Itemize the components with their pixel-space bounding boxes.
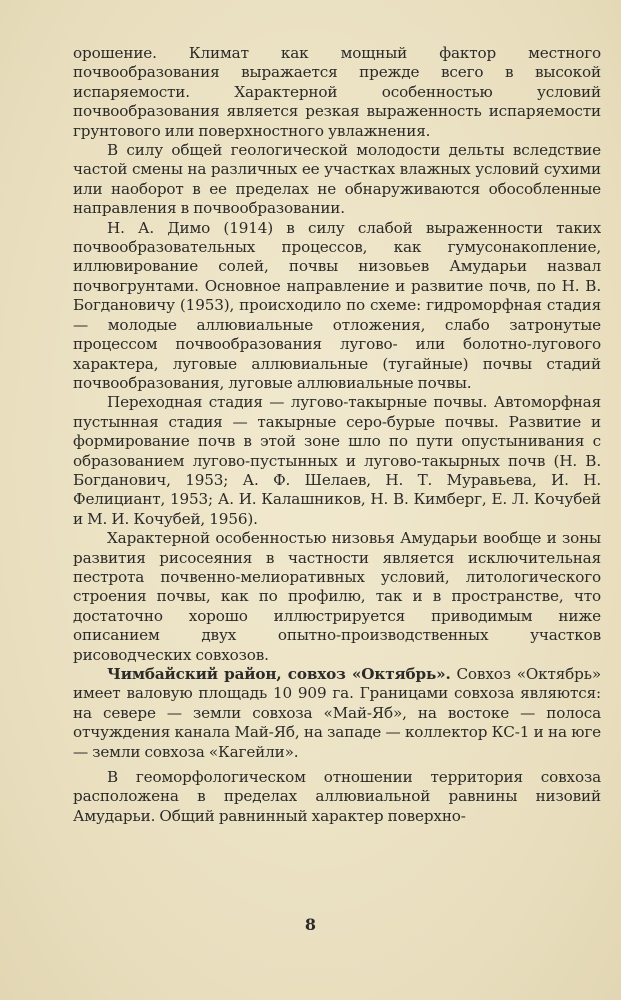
section-heading: Чимбайский район, совхоз «Октябрь».	[107, 665, 451, 683]
section-paragraph	[73, 665, 601, 762]
paragraph-1: орошение. Климат как мощный фактор местного почвообразования выражается прежде всего в высокой испаряемости. Характерной особенностью условий почвообразования является резкая выраженность испаряемости грунтового или поверхностного увлажнения.	[73, 44, 601, 140]
body-text	[73, 44, 601, 826]
page-number: 8	[304, 915, 317, 934]
paragraph-4: Переходная стадия — лугово-такырные почвы. Автоморфная пустынная стадия — такырные серо-бурые почвы. Развитие и формирование почв в этой зоне шло по пути опустынивания с образованием лугово-пустынных и лугово-такырных почв (Н. В. Богданович, 1953; А. Ф. Шелаев, Н. Т. Муравьева, И. Н. Фелициант, 1953; А. И. Калашников, Н. В. Кимберг, Е. Л. Кочубей и М. И. Кочубей, 1956).	[73, 393, 601, 528]
paragraph-last: В геоморфологическом отношении территория совхоза расположена в пределах аллювиальной равнины низовий Амударьи. Общий равнинный характер поверхно-	[73, 768, 601, 825]
paragraph-3: Н. А. Димо (1914) в силу слабой выраженности таких почвообразовательных процессов, как гумусонакопление, иллювирование солей, почвы низовьев Амударьи назвал почвогрунтами. Основное направление и развитие почв, по Н. В. Богдановичу (1953), происходило по схеме: гидроморфная стадия — молодые аллювиальные отложения, слабо затронутые процессом почвообразования лугово- или болотно-лугового характера, луговые аллювиальные (тугайные) почвы стадий почвообразования, луговые аллювиальные почвы.	[73, 218, 601, 392]
paragraph-2: В силу общей геологической молодости дельты вследствие частой смены на различных ее участках влажных условий сухими или наоборот в ее пределах не обнаруживаются обособленные направления в почвообразовании.	[73, 141, 601, 218]
section-text: Совхоз «Октябрь» имеет валовую площадь 10 909 га. Границами совхоза являются: на севере — земли совхоза «Май-Яб», на востоке — полоса отчуждения канала Май-Яб, на западе — коллектор КС-1 и на юге — земли совхоза «Кагейли».	[73, 665, 602, 761]
paragraph-5: Характерной особенностью низовья Амударьи вообще и зоны развития рисосеяния в частности является исключительная пестрота почвенно-мелиоративных условий, литологического строения почвы, как по профилю, так и в пространстве, что достаточно хорошо иллюстрируется приводимым ниже описанием двух опытно-производственных участков рисоводческих совхозов.	[73, 529, 601, 664]
